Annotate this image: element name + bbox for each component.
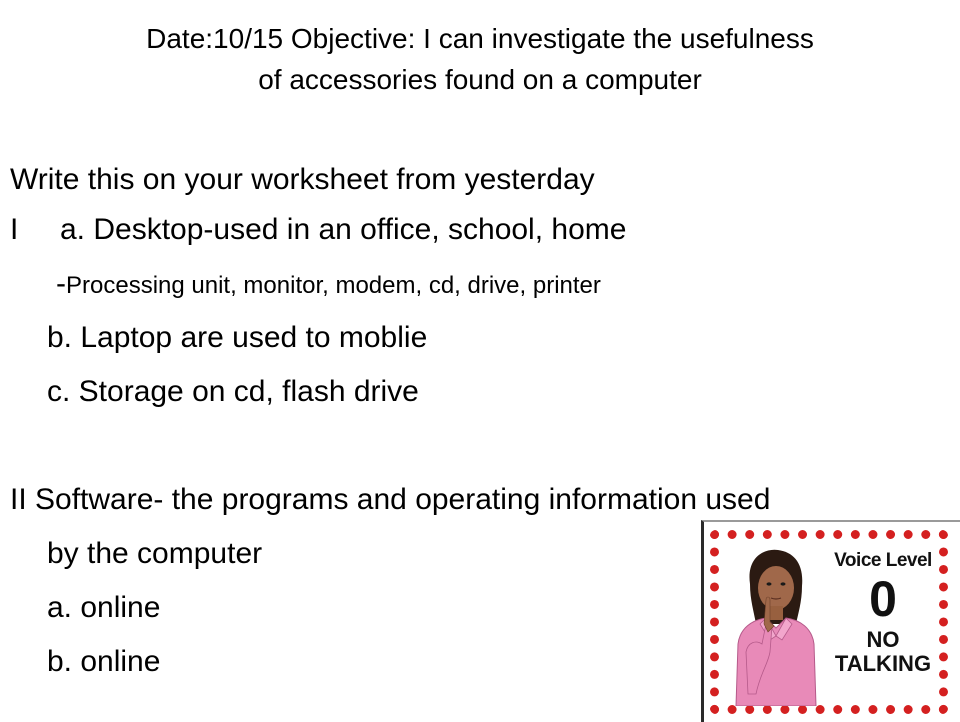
sign-talking-text: TALKING: [834, 651, 932, 676]
section-1-item-b: b. Laptop are used to moblie: [47, 321, 428, 354]
detail-text: Processing unit, monitor, modem, cd, drive, printer: [66, 272, 601, 299]
sign-level-number: 0: [869, 571, 897, 627]
girl-shushing-illustration: [726, 544, 826, 706]
section-2-heading: II Software- the programs and operating information used: [10, 483, 771, 516]
section-1-item-a-detail: [56, 266, 601, 304]
detail-dash: -: [56, 267, 66, 300]
voice-level-sign: [701, 520, 960, 722]
section-1-numeral: I: [10, 213, 19, 246]
section-2-continuation: by the computer: [47, 537, 263, 570]
title-line-1: Date:10/15 Objective: I can investigate the usefulness: [146, 23, 814, 54]
face-shape: [758, 566, 794, 610]
sign-no-text: NO: [866, 627, 900, 652]
slide-title: [40, 18, 920, 100]
intro-text: Write this on your worksheet from yesterday: [10, 163, 595, 196]
sign-text-block: [822, 550, 944, 676]
section-2-item-b: b. online: [47, 645, 161, 678]
section-2-item-a: a. online: [47, 591, 161, 624]
sign-heading: Voice Level: [834, 550, 932, 571]
section-1-item-c: c. Storage on cd, flash drive: [47, 375, 419, 408]
section-1-item-a: a. Desktop-used in an office, school, home: [60, 213, 627, 246]
title-line-2: of accessories found on a computer: [258, 64, 702, 95]
